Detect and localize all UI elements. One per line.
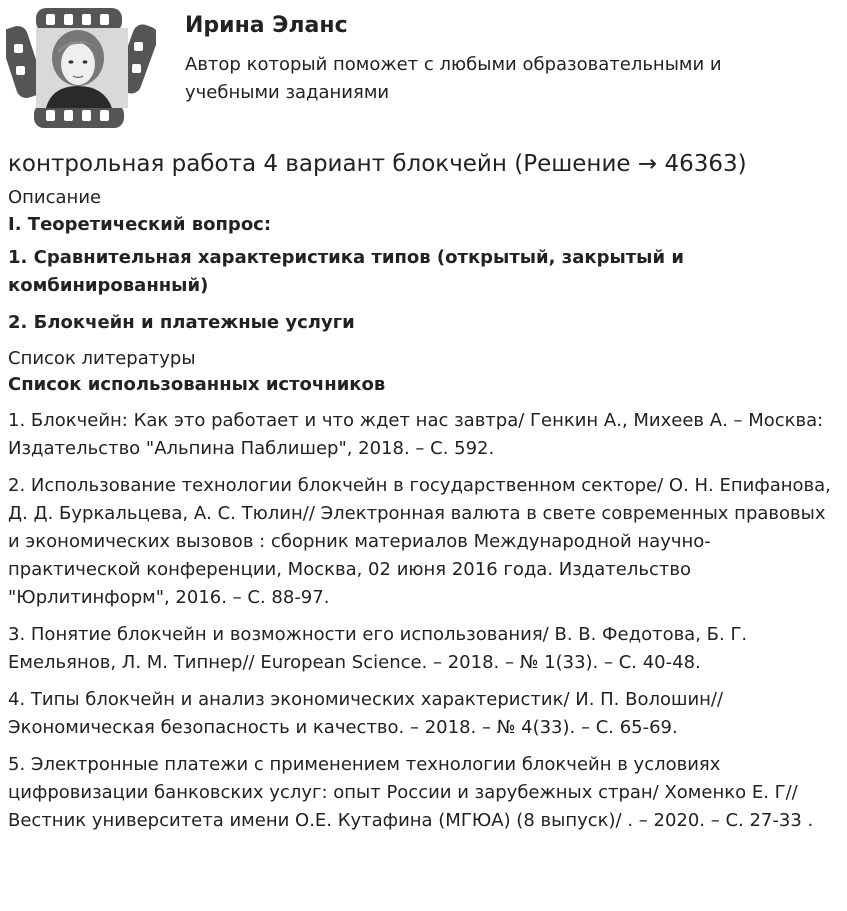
author-name: Ирина Эланс	[185, 13, 348, 38]
description-item: I. Теоретический вопрос:	[8, 214, 272, 235]
page-title: контрольная работа 4 вариант блокчейн (Решение → 46363)	[8, 151, 747, 177]
reference-item: 1. Блокчейн: Как это работает и что ждет нас завтра/ Генкин А., Михеев А. – Москва: Издательство "Альпина Паблишер", 2018. – С. 592.	[8, 410, 824, 459]
literature-heading: Список использованных источников	[8, 374, 386, 395]
author-description: Автор который поможет с любыми образовательными и учебными заданиями	[185, 54, 722, 103]
reference-item: 3. Понятие блокчейн и возможности его использования/ В. В. Федотова, Б. Г. Емельянов, Л. М. Типнер// European Science. – 2018. – № 1(33). – С. 40-48.	[8, 624, 748, 673]
avatar-image	[6, 6, 156, 130]
reference-item: 5. Электронные платежи с применением технологии блокчейн в условиях цифровизации банковских услуг: опыт России и зарубежных стран/ Хоменко Е. Г// Вестник университета имени О.Е. Кутафина (МГЮА) (8 выпуск)/ . – 2020. – С. 27-33 .	[8, 754, 814, 831]
reference-item: 4. Типы блокчейн и анализ экономических характеристик/ И. П. Волошин// Экономическая безопасность и качество. – 2018. – № 4(33). – С. 65-69.	[8, 689, 724, 738]
author-header	[0, 0, 847, 135]
description-item: 1. Сравнительная характеристика типов (открытый, закрытый и комбинированный)	[8, 247, 684, 296]
literature-label: Список литературы	[8, 348, 196, 369]
description-label: Описание	[8, 187, 102, 208]
description-item: 2. Блокчейн и платежные услуги	[8, 312, 355, 333]
reference-item: 2. Использование технологии блокчейн в государственном секторе/ О. Н. Епифанова, Д. Д. Буркальцева, А. С. Тюлин// Электронная валюта в свете современных правовых и экономических вызовов : сборник материалов Международной научно-практической конференции, Москва, 02 июня 2016 года. Издательство "Юрлитинформ", 2016. – С. 88-97.	[8, 475, 831, 608]
avatar	[6, 6, 156, 130]
main-content	[0, 149, 847, 835]
